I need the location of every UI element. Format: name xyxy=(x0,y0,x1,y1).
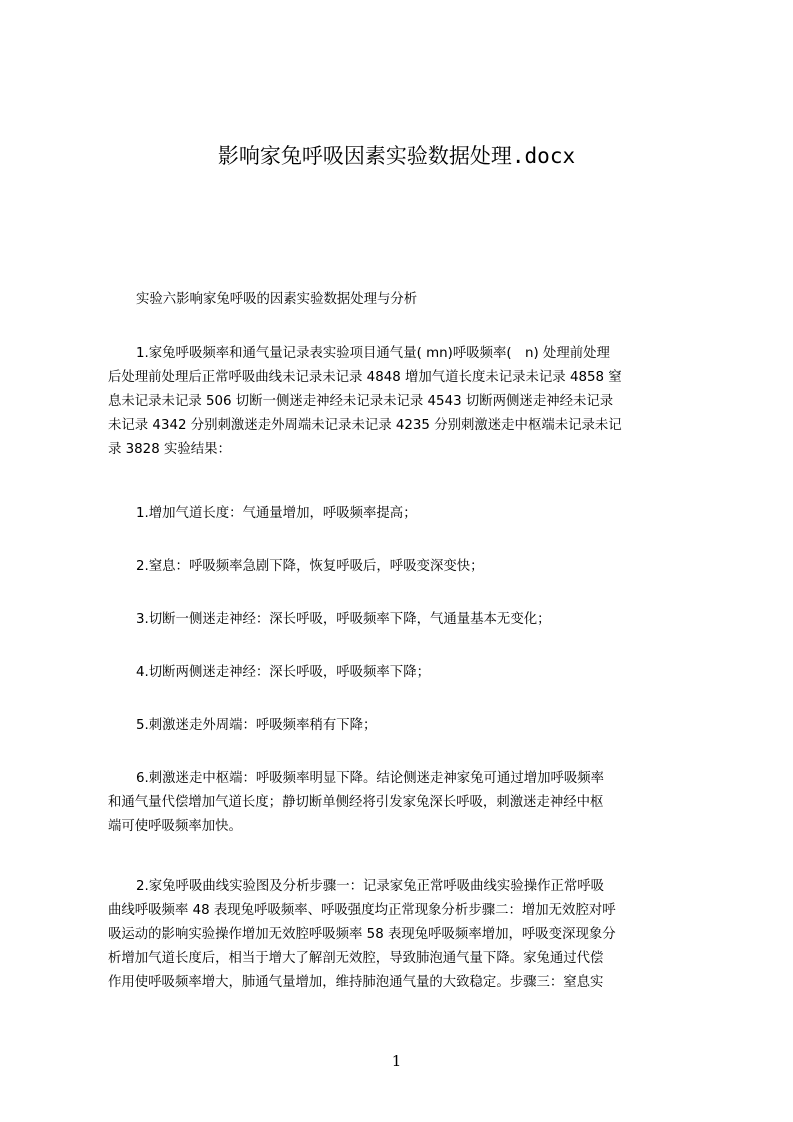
paragraph-line: 未记录 4342 分别刺激迷走外周端未记录未记录 4235 分别刺激迷走中枢端未记录未记 xyxy=(108,418,622,433)
paragraph-line: 作用使呼吸频率增大，肺通气量增加，维持肺泡通气量的大致稳定。步骤三：窒息实 xyxy=(108,975,604,990)
paragraph-line: 6.刺激迷走中枢端：呼吸频率明显下降。结论侧迷走神家兔可通过增加呼吸频率 xyxy=(136,771,605,786)
paragraph-line: 和通气量代偿增加气道长度；静切断单侧经将引发家兔深长呼吸，刺激迷走神经中枢 xyxy=(108,795,604,810)
result-line: 2.窒息：呼吸频率急剧下降，恢复呼吸后，呼吸变深变快； xyxy=(136,559,484,574)
heading-line: 实验六影响家兔呼吸的因素实验数据处理与分析 xyxy=(136,292,418,307)
paragraph-line: 2.家兔呼吸曲线实验图及分析步骤一：记录家兔正常呼吸曲线实验操作正常呼吸 xyxy=(136,879,605,894)
section-heading xyxy=(108,288,700,312)
paragraph-line: 1.家兔呼吸频率和通气量记录表实验项目通气量( mn)呼吸频率( n) 处理前处理 xyxy=(136,346,610,361)
paragraph-line: 曲线呼吸频率 48 表现兔呼吸频率、呼吸强度均正常现象分析步骤二：增加无效腔对呼 xyxy=(108,903,616,918)
document-title: 影响家兔呼吸因素实验数据处理.docx xyxy=(217,144,576,168)
page-number: 1 xyxy=(391,1052,402,1070)
result-line: 1.增加气道长度：气通量增加，呼吸频率提高； xyxy=(136,506,417,521)
result-item-3 xyxy=(108,608,700,632)
result-line: 3.切断一侧迷走神经：深长呼吸，呼吸频率下降，气通量基本无变化； xyxy=(136,612,551,627)
paragraph-line: 息未记录未记录 506 切断一侧迷走神经未记录未记录 4543 切断两侧迷走神经未记录 xyxy=(108,394,614,409)
result-line: 5.刺激迷走外周端：呼吸频率稍有下降； xyxy=(136,718,377,733)
result-item-5 xyxy=(108,714,700,738)
paragraph-line: 后处理前处理后正常呼吸曲线未记录未记录 4848 增加气道长度未记录未记录 4858 窒 xyxy=(108,370,622,385)
result-item-4 xyxy=(108,661,700,685)
result-item-6 xyxy=(108,767,700,839)
result-line: 4.切断两侧迷走神经：深长呼吸，呼吸频率下降； xyxy=(136,665,430,680)
paragraph-line: 析增加气道长度后，相当于增大了解剖无效腔，导致肺泡通气量下降。家兔通过代偿 xyxy=(108,951,604,966)
result-item-2 xyxy=(108,555,700,579)
paragraph-section2 xyxy=(108,875,700,995)
result-item-1 xyxy=(108,502,700,526)
paragraph-section1 xyxy=(108,342,700,462)
paragraph-line: 吸运动的影响实验操作增加无效腔呼吸频率 58 表现兔呼吸频率增加，呼吸变深现象分 xyxy=(108,927,616,942)
paragraph-line: 端可使呼吸频率加快。 xyxy=(108,819,242,834)
paragraph-line: 录 3828 实验结果： xyxy=(108,442,231,457)
